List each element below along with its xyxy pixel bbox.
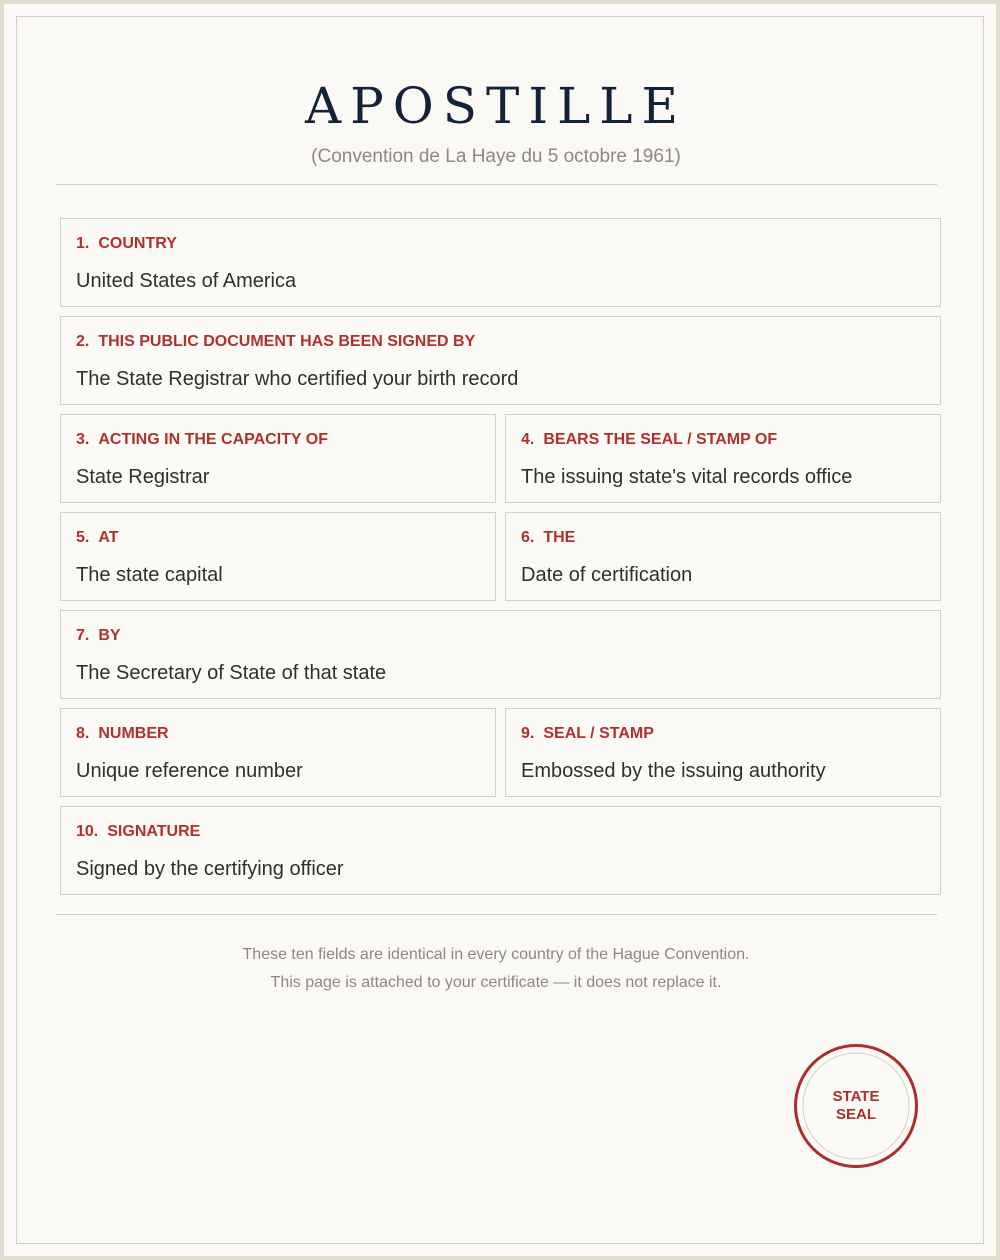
field-label (521, 431, 777, 449)
page-title: APOSTILLE (304, 77, 687, 135)
field-label (76, 431, 328, 449)
field-label-text: THIS PUBLIC DOCUMENT HAS BEEN SIGNED BY (98, 333, 476, 350)
field-label-text: THE (543, 529, 576, 546)
field-number: 2. (76, 333, 90, 350)
field-label-text: BY (98, 627, 121, 644)
field-label (76, 627, 121, 645)
field-number: 4. (521, 431, 535, 448)
seal-text-line-1: STATE (832, 1088, 880, 1105)
field-label (76, 725, 169, 743)
field-number: 6. (521, 529, 535, 546)
field-label (76, 235, 177, 253)
field-number: 9. (521, 725, 535, 742)
field-number: 10. (76, 823, 99, 840)
field-value: The State Registrar who certified your birth record (76, 368, 519, 390)
field-signed-by (60, 316, 941, 405)
field-number: 1. (76, 235, 90, 252)
footnote-line-1: These ten fields are identical in every country of the Hague Convention. (242, 946, 750, 963)
field-label-text: AT (98, 529, 119, 546)
field-label-text: SIGNATURE (107, 823, 201, 840)
field-number: 3. (76, 431, 90, 448)
field-value: Embossed by the issuing authority (521, 760, 826, 782)
top-divider (56, 184, 937, 185)
footnote-line-2: This page is attached to your certificate — it does not replace it. (270, 974, 722, 991)
field-country (60, 218, 941, 307)
field-value: The state capital (76, 564, 223, 586)
field-seal-stamp (505, 708, 941, 797)
field-signature (60, 806, 941, 895)
field-number: 8. (76, 725, 90, 742)
field-value: The issuing state's vital records office (521, 466, 853, 488)
page-subtitle: (Convention de La Haye du 5 octobre 1961) (311, 146, 681, 167)
field-label-text: SEAL / STAMP (543, 725, 654, 742)
field-label-text: BEARS THE SEAL / STAMP OF (543, 431, 778, 448)
field-number (60, 708, 496, 797)
state-seal (794, 1044, 918, 1168)
field-at (60, 512, 496, 601)
field-number: 5. (76, 529, 90, 546)
field-label-text: ACTING IN THE CAPACITY OF (98, 431, 328, 448)
field-value: Signed by the certifying officer (76, 858, 344, 880)
field-capacity (60, 414, 496, 503)
field-label-text: COUNTRY (98, 235, 177, 252)
field-label-text: NUMBER (98, 725, 169, 742)
field-value: State Registrar (76, 466, 210, 488)
field-value: Date of certification (521, 564, 693, 586)
field-value: United States of America (76, 270, 297, 292)
field-label (76, 529, 118, 547)
field-the-date (505, 512, 941, 601)
field-label (521, 529, 575, 547)
field-label (76, 823, 200, 841)
field-seal-of (505, 414, 941, 503)
field-number: 7. (76, 627, 90, 644)
field-by (60, 610, 941, 699)
bottom-divider (56, 914, 937, 915)
field-value: Unique reference number (76, 760, 303, 782)
seal-text-line-2: SEAL (835, 1106, 876, 1123)
field-value: The Secretary of State of that state (76, 662, 387, 684)
seal-text (794, 1088, 918, 1124)
field-label (521, 725, 654, 743)
field-label (76, 333, 475, 351)
